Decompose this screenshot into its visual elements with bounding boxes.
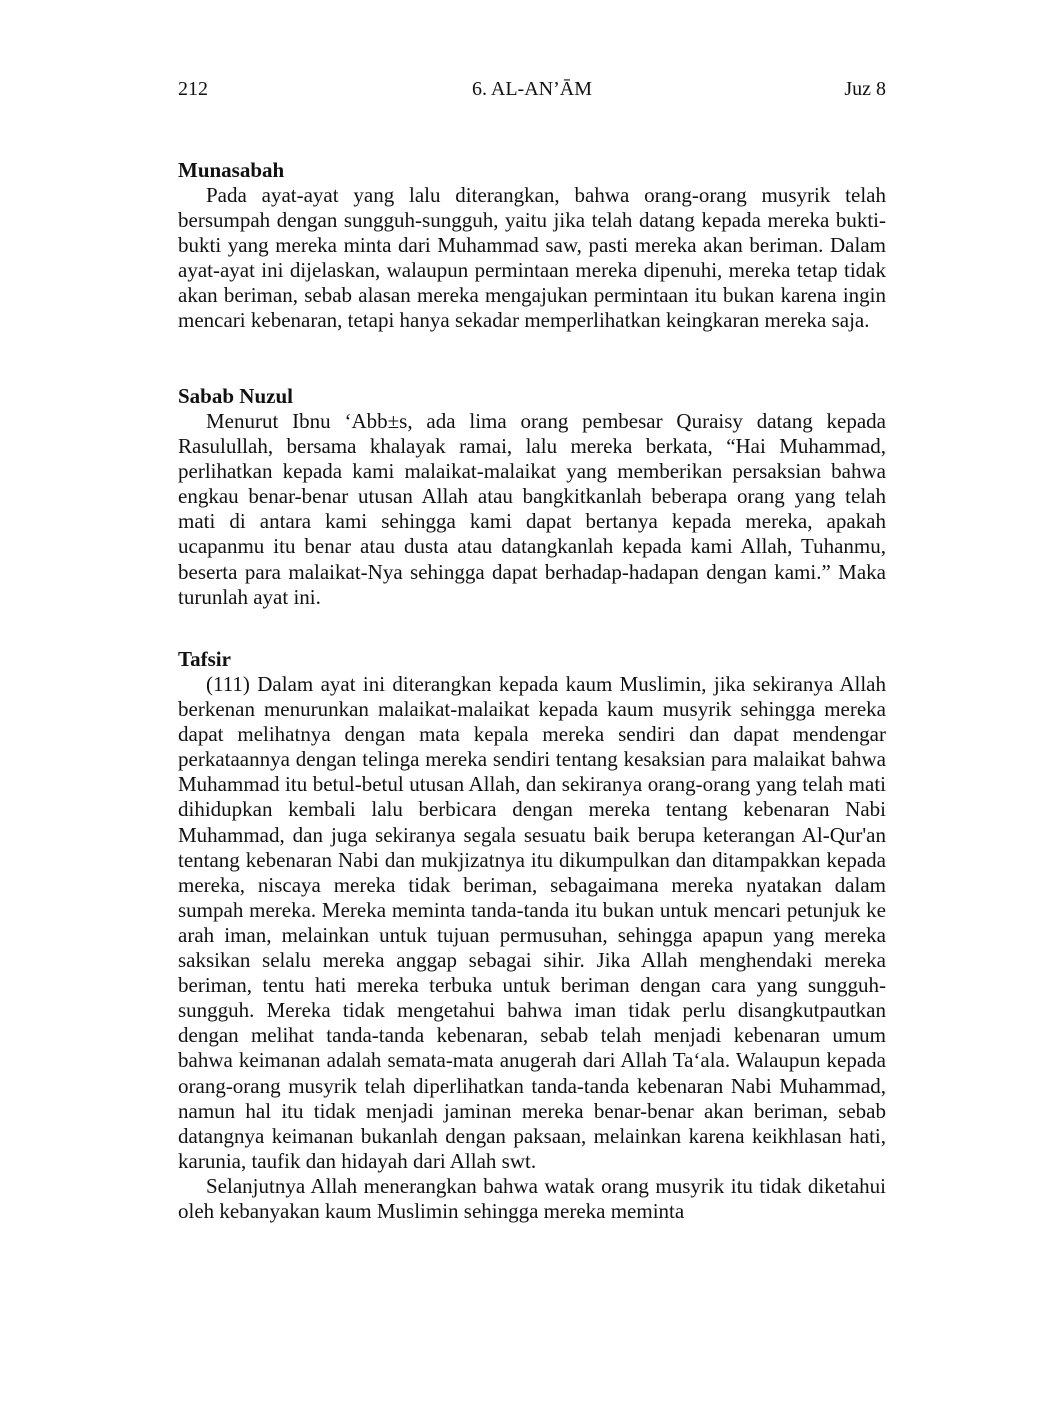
paragraph: Selanjutnya Allah menerangkan bahwa watak orang musyrik itu tidak diketahui oleh kebanyakan kaum Muslimin sehingga mereka meminta (178, 1173, 886, 1223)
running-header (178, 76, 886, 102)
page-number: 212 (178, 78, 208, 100)
section-sabab-nuzul (178, 384, 886, 610)
section-tafsir (178, 647, 886, 1224)
juz-label: Juz 8 (844, 78, 886, 100)
section-munasabah (178, 158, 886, 334)
chapter-title: 6. AL-AN’ĀM (472, 78, 592, 100)
section-heading: Sabab Nuzul (178, 384, 293, 408)
paragraph: Pada ayat-ayat yang lalu diterangkan, bahwa orang-orang musyrik telah bersumpah dengan sungguh-sungguh, yaitu jika telah datang kepada mereka bukti-bukti yang mereka minta dari Muhammad saw, pasti mereka akan beriman. Dalam ayat-ayat ini dijelaskan, walaupun permintaan mereka dipenuhi, mereka tetap tidak akan beriman, sebab alasan mereka mengajukan permintaan itu bukan karena ingin mencari kebenaran, tetapi hanya sekadar memperlihatkan keingkaran mereka saja. (178, 183, 886, 333)
paragraph: (111) Dalam ayat ini diterangkan kepada kaum Muslimin, jika sekiranya Allah berkenan menurunkan malaikat-malaikat kepada kaum musyrik sehingga mereka dapat melihatnya dengan mata kepala mereka sendiri dan dapat mendengar perkataannya dengan telinga mereka sendiri tentang kesaksian para malaikat bahwa Muhammad itu betul-betul utusan Allah, dan sekiranya orang-orang yang telah mati dihidupkan kembali lalu berbicara dengan mereka tentang kebenaran Nabi Muhammad, dan juga sekiranya segala sesuatu baik berupa keterangan Al-Qur'an tentang kebenaran Nabi dan mukjizatnya itu dikumpulkan dan ditampakkan kepada mereka, niscaya mereka tidak beriman, sebagaimana mereka nyatakan dalam sumpah mereka. Mereka meminta tanda-tanda itu bukan untuk mencari petunjuk ke arah iman, melainkan untuk tujuan permusuhan, sehingga apapun yang mereka saksikan selalu mereka anggap sebagai sihir. Jika Allah menghendaki mereka beriman, tentu hati mereka terbuka untuk beriman dengan cara yang sungguh-sungguh. Mereka tidak mengetahui bahwa iman tidak perlu disangkutpautkan dengan melihat tanda-tanda kebenaran, sebab telah menjadi kebenaran umum bahwa keimanan adalah semata-mata anugerah dari Allah Ta‘ala. Walaupun kepada orang-orang musyrik telah diperlihatkan tanda-tanda kebenaran Nabi Muhammad, namun hal itu tidak menjadi jaminan mereka benar-benar akan beriman, sebab datangnya keimanan bukanlah dengan paksaan, melainkan karena keikhlasan hati, karunia, taufik dan hidayah dari Allah swt. (178, 672, 886, 1173)
paragraph: Menurut Ibnu ‘Abb±s, ada lima orang pembesar Quraisy datang kepada Rasulullah, bersama khalayak ramai, lalu mereka berkata, “Hai Muhammad, perlihatkan kepada kami malaikat-malaikat yang memberikan persaksian bahwa engkau benar-benar utusan Allah atau bangkitkanlah beberapa orang yang telah mati di antara kami sehingga kami dapat bertanya kepada mereka, apakah ucapanmu itu benar atau dusta atau datangkanlah kepada kami Allah, Tuhanmu, beserta para malaikat-Nya sehingga dapat berhadap-hadapan dengan kami.” Maka turunlah ayat ini. (178, 409, 886, 609)
section-heading: Munasabah (178, 158, 285, 182)
section-heading: Tafsir (178, 647, 231, 671)
book-page (178, 0, 886, 1417)
